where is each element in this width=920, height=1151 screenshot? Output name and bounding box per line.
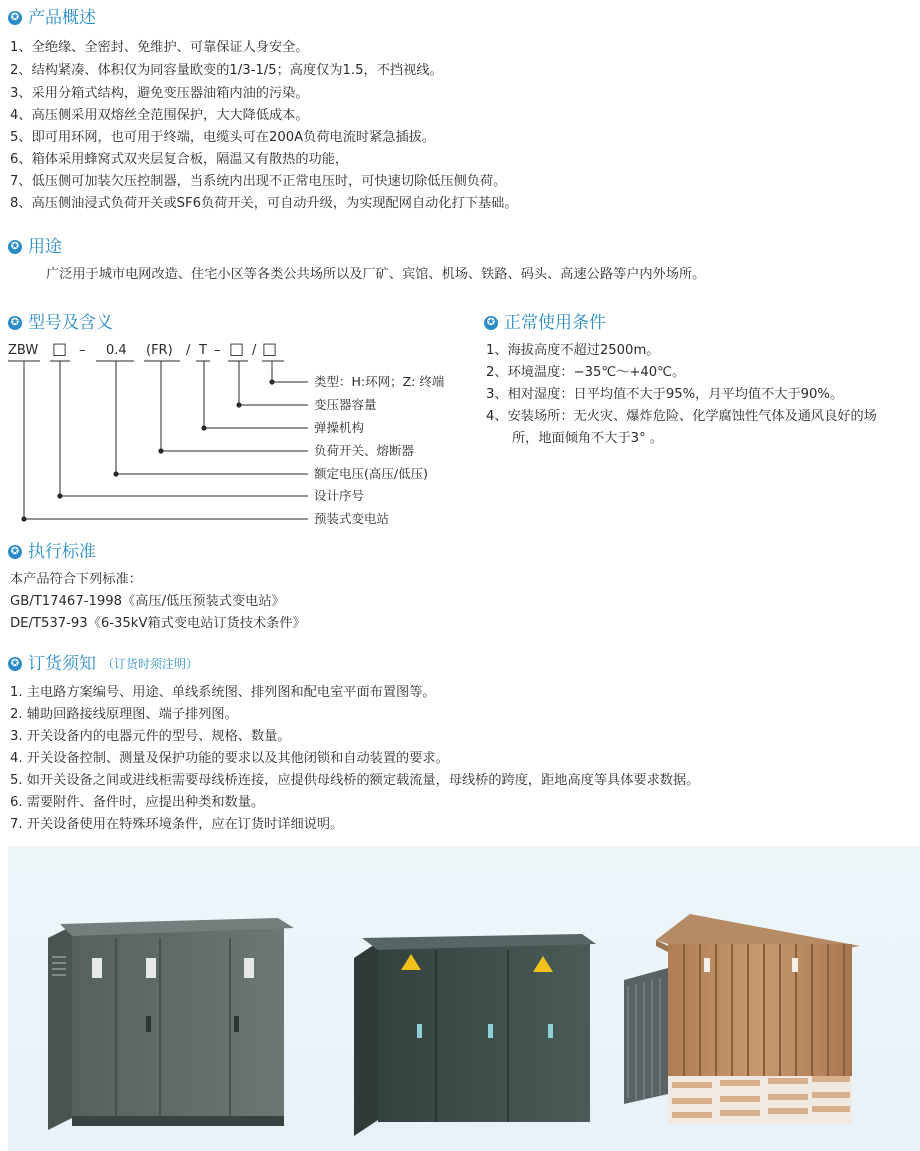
- conditions-title-text: 正常使用条件: [504, 313, 606, 333]
- star-badge-icon: ✪: [484, 316, 498, 330]
- model-label: 预装式变电站: [314, 511, 390, 526]
- ordering-title: [8, 653, 198, 675]
- model-label: 变压器容量: [314, 397, 377, 412]
- ordering-title-text: 订货须知: [28, 654, 96, 674]
- code-part-box2: □: [229, 339, 245, 358]
- list-item: 所，地面倾角不大于3° 。: [512, 431, 664, 446]
- model-title-text: 型号及含义: [28, 313, 113, 333]
- code-part-voltage: 0.4: [106, 343, 127, 358]
- list-item: 7. 开关设备使用在特殊环境条件，应在订货时详细说明。: [10, 817, 344, 832]
- overview-title-text: 产品概述: [28, 8, 96, 28]
- code-part-box1: □: [52, 339, 68, 358]
- product-illustrations: [8, 846, 920, 1151]
- list-item: 2、环境温度：−35℃～+40℃。: [486, 365, 686, 380]
- list-item: 1. 主电路方案编号、用途、单线系统图、排列图和配电室平面布置图等。: [10, 685, 436, 700]
- code-part-slash2: /: [252, 343, 257, 358]
- cabinet-wood-image: [624, 914, 860, 1124]
- list-item: 2、结构紧凑、体积仅为同容量欧变的1/3-1/5；高度仅为1.5，不挡视线。: [10, 63, 443, 78]
- usage-title: [8, 236, 62, 258]
- list-item: 8、高压侧油浸式负荷开关或SF6负荷开关，可自动升级，为实现配网自动化打下基础。: [10, 196, 518, 211]
- conditions-title: [484, 312, 606, 334]
- list-item: 4、高压侧采用双熔丝全范围保护，大大降低成本。: [10, 108, 309, 123]
- list-item: 1、海拔高度不超过2500m。: [486, 343, 660, 358]
- standards-title-text: 执行标准: [28, 542, 96, 562]
- list-item: 5. 如开关设备之间或进线柜需要母线桥连接，应提供母线桥的额定载流量，母线桥的跨度，距地高度等具体要求数据。: [10, 773, 700, 788]
- standards-title: [8, 541, 96, 563]
- list-item: 6. 需要附件、备件时，应提出种类和数量。: [10, 795, 265, 810]
- usage-text: 广泛用于城市电网改造、住宅小区等各类公共场所以及厂矿、宾馆、机场、铁路、码头、高速公路等户内外场所。: [46, 267, 706, 282]
- code-part-dash1: –: [79, 343, 86, 358]
- code-part-box3: □: [262, 339, 278, 358]
- star-badge-icon: ✪: [8, 316, 22, 330]
- list-item: 2. 辅助回路接线原理图、端子排列图。: [10, 707, 238, 722]
- code-part-t: T: [199, 343, 207, 358]
- list-item: 本产品符合下列标准：: [10, 572, 142, 587]
- list-item: 6、箱体采用蜂窝式双夹层复合板，隔温又有散热的功能，: [10, 152, 349, 167]
- star-badge-icon: ✪: [8, 657, 22, 671]
- code-part-dash2: –: [214, 343, 221, 358]
- list-item: 3、相对湿度：日平均值不大于95%，月平均值不大于90%。: [486, 387, 844, 402]
- list-item: 3. 开关设备内的电器元件的型号、规格、数量。: [10, 729, 291, 744]
- cabinet-gray-image: [48, 918, 294, 1130]
- model-title: [8, 312, 113, 334]
- ordering-note: （订货时须注明）: [102, 657, 199, 671]
- code-part-slash1: /: [186, 343, 191, 358]
- list-item: 3、采用分箱式结构，避免变压器油箱内油的污染。: [10, 86, 309, 101]
- code-part-fr: (FR): [146, 343, 173, 358]
- list-item: GB/T17467-1998《高压/低压预装式变电站》: [10, 594, 285, 609]
- star-badge-icon: ✪: [8, 11, 22, 25]
- usage-title-text: 用途: [28, 237, 62, 257]
- list-item: 4. 开关设备控制、测量及保护功能的要求以及其他闭锁和自动装置的要求。: [10, 751, 449, 766]
- model-label: 弹操机构: [314, 420, 365, 435]
- list-item: DE/T537-93《6-35kV箱式变电站订货技术条件》: [10, 616, 306, 631]
- model-label: 设计序号: [314, 488, 365, 503]
- code-part-zbw: ZBW: [8, 343, 39, 358]
- list-item: 4、安装场所：无火灾、爆炸危险、化学腐蚀性气体及通风良好的场: [486, 409, 877, 424]
- model-label: 负荷开关、熔断器: [314, 443, 415, 458]
- list-item: 1、全绝缘、全密封、免维护、可靠保证人身安全。: [10, 40, 309, 55]
- list-item: 5、即可用环网，也可用于终端，电缆头可在200A负荷电流时紧急插拔。: [10, 130, 436, 145]
- list-item: 7、低压侧可加装欠压控制器，当系统内出现不正常电压时，可快速切除低压侧负荷。: [10, 174, 507, 189]
- star-badge-icon: ✪: [8, 240, 22, 254]
- overview-title: [8, 7, 96, 29]
- model-diagram: [0, 334, 470, 534]
- star-badge-icon: ✪: [8, 545, 22, 559]
- cabinet-dark-image: [354, 934, 596, 1136]
- model-label: 类型：H:环网；Z: 终端: [314, 374, 445, 389]
- model-label: 额定电压(高压/低压): [314, 466, 428, 481]
